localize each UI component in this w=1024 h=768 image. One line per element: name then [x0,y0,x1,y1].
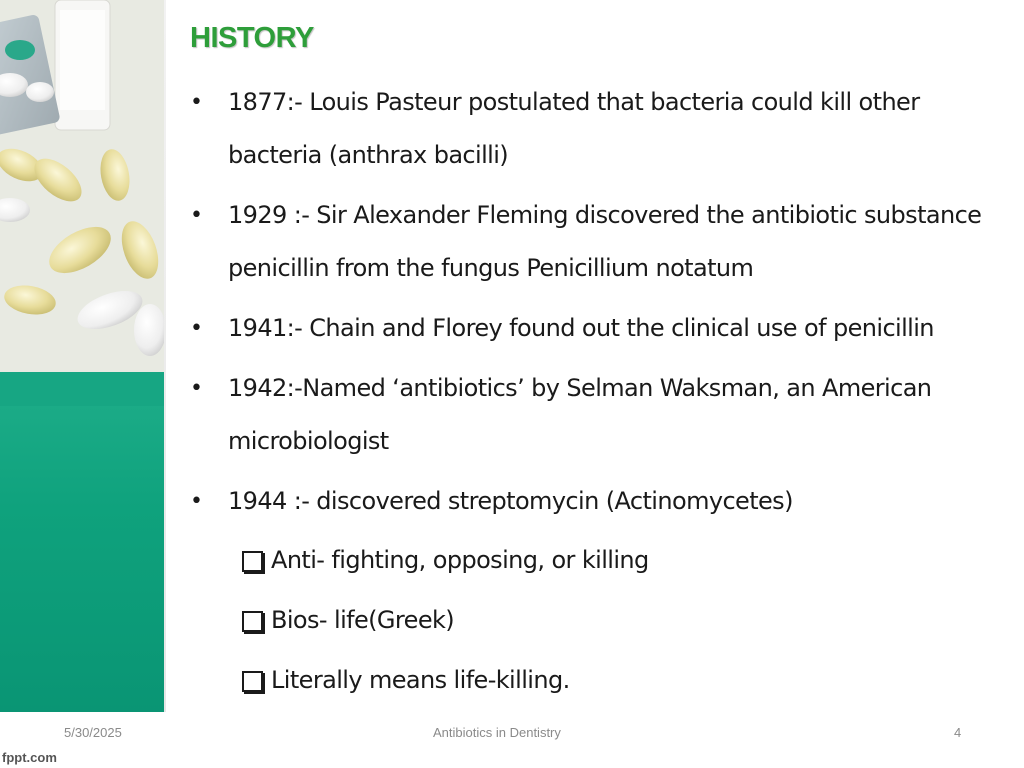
bullet-dot-icon: • [190,376,203,401]
bullet-text: 1942:-Named ‘antibiotics’ by Selman Waksman, an American microbiologist [228,374,932,455]
page-number: 4 [954,725,962,740]
pills-illustration [0,0,164,372]
sub-item-text: Anti- fighting, opposing, or killing [271,546,649,574]
footer-date: 5/30/2025 [64,725,122,740]
checkbox-square-icon [242,611,263,632]
green-accent-strip [0,372,164,406]
footer-title: Antibiotics in Dentistry [433,725,561,740]
list-item [242,590,649,650]
slide-title: HISTORY [190,22,314,54]
list-item [188,475,1018,528]
green-accent-panel [0,372,164,712]
pills-photo [0,0,164,372]
list-item [188,76,1018,182]
bullet-text: 1877:- Louis Pasteur postulated that bacteria could kill other bacteria (anthrax bacilli) [228,88,920,169]
checkbox-square-icon [242,551,263,572]
bullet-dot-icon: • [190,90,203,115]
list-item [242,650,649,710]
brand-logo: fppt.com [2,750,57,765]
history-bullet-list [188,76,1018,535]
sub-item-text: Literally means life-killing. [271,666,570,694]
list-item [188,189,1018,295]
list-item [242,530,649,590]
definition-sub-list [242,530,649,710]
checkbox-square-icon [242,671,263,692]
list-item [188,362,1018,468]
bullet-dot-icon: • [190,489,203,514]
bullet-text: 1944 :- discovered streptomycin (Actinomycetes) [228,487,793,515]
panel-divider [164,0,166,712]
bullet-dot-icon: • [190,203,203,228]
bullet-text: 1941:- Chain and Florey found out the clinical use of penicillin [228,314,934,342]
list-item [188,302,1018,355]
bullet-text: 1929 :- Sir Alexander Fleming discovered the antibiotic substance penicillin from the fungus Penicillium notatum [228,201,982,282]
bullet-dot-icon: • [190,316,203,341]
sub-item-text: Bios- life(Greek) [271,606,455,634]
